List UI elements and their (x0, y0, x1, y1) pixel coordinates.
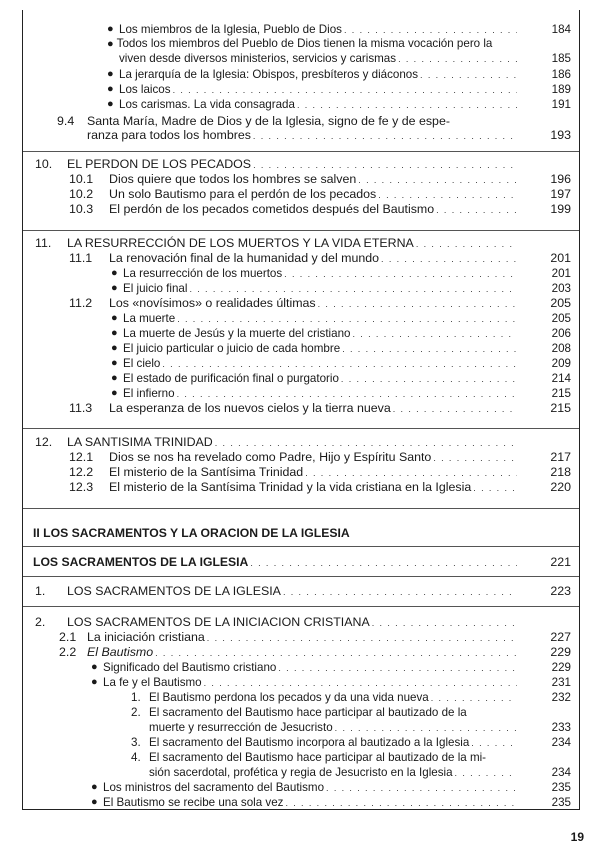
toc-entry-page: 201 (551, 267, 571, 280)
toc-entry-page: 233 (551, 721, 571, 734)
toc-subsection-title: El perdón de los pecados cometidos después del Bautismo (109, 202, 435, 216)
toc-subsection-number: 12.2 (69, 465, 94, 479)
toc-entry-continuation (23, 51, 579, 66)
toc-item-number: 2. (131, 706, 141, 719)
toc-entry (23, 266, 579, 281)
toc-subsection (23, 202, 579, 217)
toc-entry-page: 215 (551, 387, 571, 400)
toc-subsection (23, 645, 579, 660)
toc-chapter (23, 435, 579, 450)
bullet-icon: ● (111, 342, 118, 354)
toc-entry-page: 217 (550, 450, 571, 464)
toc-entry-title: Los laicos (119, 83, 171, 96)
toc-entry-title: El Bautismo perdona los pecados y da una vida nueva (149, 691, 429, 704)
toc-entry-title: Los ministros del sacramento del Bautismo (103, 781, 325, 794)
toc-entry-title: La jerarquía de la Iglesia: Obispos, presbíteros y diáconos (119, 68, 419, 81)
toc-entry-title: Significado del Bautismo cristiano (103, 661, 277, 674)
toc-subsection (23, 630, 579, 645)
toc-subsection (23, 172, 579, 187)
toc-subsection-number: 11.2 (69, 296, 93, 310)
toc-subsection-number: 9.4 (57, 114, 75, 128)
toc-chapter-number: 2. (35, 615, 46, 629)
toc-entry-title: El sacramento del Bautismo hace participar al bautizado de la (149, 706, 467, 719)
toc-entry-page: 227 (550, 630, 571, 644)
bullet-icon: ● (107, 98, 114, 110)
toc-entry (23, 326, 579, 341)
bullet-icon: ● (91, 781, 98, 793)
toc-entry-title: El juicio particular o juicio de cada hombre (123, 342, 341, 355)
toc-entry (23, 386, 579, 401)
toc-entry-title: El estado de purificación final o purgatorio (123, 372, 339, 385)
toc-subsection (23, 296, 579, 311)
toc-entry (23, 371, 579, 386)
toc-entry-title: El sacramento del Bautismo incorpora al bautizado a la Iglesia (149, 736, 470, 749)
bullet-icon: ● (111, 357, 118, 369)
toc-subsection (23, 187, 579, 202)
toc-subsection-title: Dios se nos ha revelado como Padre, Hijo y Espíritu Santo (109, 450, 432, 464)
toc-subsection-title: Los «novísimos» o realidades últimas (109, 296, 316, 310)
toc-subsection-number: 10.2 (69, 187, 94, 201)
toc-chapter-title: LOS SACRAMENTOS DE LA IGLESIA (67, 584, 281, 598)
toc-subsection-number: 10.3 (69, 202, 94, 216)
toc-entry-page: 203 (551, 282, 571, 295)
divider (23, 546, 579, 547)
toc-entry (23, 356, 579, 371)
toc-subsection-number: 10.1 (69, 172, 94, 186)
toc-chapter-title: LOS SACRAMENTOS DE LA INICIACION CRISTIANA (67, 615, 370, 629)
toc-entry (107, 37, 492, 51)
toc-entry (23, 82, 579, 97)
bullet-icon: ● (91, 796, 98, 808)
toc-entry-title: Todos los miembros del Pueblo de Dios tienen la misma vocación pero la (116, 37, 493, 50)
toc-entry-page: 223 (550, 584, 571, 598)
toc-entry-page: 197 (550, 187, 571, 201)
toc-entry-title: El cielo (123, 357, 161, 370)
toc-heading-title: LOS SACRAMENTOS DE LA IGLESIA (33, 555, 249, 569)
toc-item-number: 3. (131, 736, 141, 749)
toc-entry-page: 231 (551, 676, 571, 689)
toc-entry-page: 209 (551, 357, 571, 370)
toc-subsection-title: El misterio de la Santísima Trinidad (109, 465, 304, 479)
toc-chapter-number: 10. (35, 157, 53, 171)
toc-subsection-title: La renovación final de la humanidad y del mundo (109, 251, 380, 265)
toc-entry-title: El infierno (123, 387, 175, 400)
toc-entry-page: 235 (551, 781, 571, 794)
bullet-icon: ● (111, 327, 118, 339)
toc-entry-title: Los miembros de la Iglesia, Pueblo de Dios (119, 23, 342, 36)
toc-chapter-title: LA SANTISIMA TRINIDAD (67, 435, 213, 449)
toc-entry-continuation (23, 765, 579, 780)
toc-entry-title: La muerte (123, 312, 176, 325)
toc-subsection-continuation (23, 128, 579, 143)
toc-entry-page: 184 (551, 23, 571, 36)
toc-entry (23, 22, 579, 37)
toc-entry (23, 675, 579, 690)
toc-entry (23, 97, 579, 112)
toc-entry-page: 196 (550, 172, 571, 186)
bullet-icon: ● (111, 267, 118, 279)
toc-chapter (23, 584, 579, 599)
toc-subsection-title: Dios quiere que todos los hombres se salven (109, 172, 357, 186)
toc-entry-page: 186 (551, 68, 571, 81)
toc-entry-page: 185 (551, 52, 571, 65)
toc-chapter-number: 1. (35, 584, 46, 598)
toc-chapter-number: 12. (35, 435, 53, 449)
toc-entry-page: 229 (551, 661, 571, 674)
divider (23, 508, 579, 509)
toc-subsection (23, 251, 579, 266)
toc-entry-title-cont: muerte y resurrección de Jesucristo (149, 721, 333, 734)
bullet-icon: ● (107, 38, 114, 50)
toc-entry-page: 191 (551, 98, 571, 111)
toc-entry (23, 690, 579, 705)
toc-entry-page: 221 (550, 555, 571, 569)
toc-entry-page: 220 (550, 480, 571, 494)
toc-entry (23, 795, 579, 810)
toc-subsection (23, 450, 579, 465)
toc-chapter-title: EL PERDON DE LOS PECADOS (67, 157, 252, 171)
toc-entry-title: El sacramento del Bautismo hace participar al bautizado de la mi- (149, 751, 487, 764)
bullet-icon: ● (111, 387, 118, 399)
toc-entry-page: 234 (551, 736, 571, 749)
part-title: II LOS SACRAMENTOS Y LA ORACION DE LA IGLESIA (33, 526, 350, 540)
divider (23, 151, 579, 152)
toc-entry-page: 199 (550, 202, 571, 216)
bullet-icon: ● (107, 68, 114, 80)
toc-entry-page: 201 (550, 251, 571, 265)
divider (23, 576, 579, 577)
toc-subsection (57, 114, 74, 128)
toc-entry-page: 235 (551, 796, 571, 809)
toc-entry-page: 214 (551, 372, 571, 385)
toc-subsection-number: 11.1 (69, 251, 93, 265)
toc-subsection-number: 11.3 (69, 401, 93, 415)
toc-entry-page: 189 (551, 83, 571, 96)
toc-subsection (23, 480, 579, 495)
toc-entry-title: El juicio final (123, 282, 188, 295)
toc-entry-page: 229 (550, 645, 571, 659)
toc-entry-page: 215 (550, 401, 571, 415)
toc-subsection-title: Un solo Bautismo para el perdón de los pecados (109, 187, 377, 201)
toc-entry-page: 208 (551, 342, 571, 355)
toc-entry-page: 193 (550, 128, 571, 142)
toc-subsection-number: 12.1 (69, 450, 94, 464)
bullet-icon: ● (107, 23, 114, 35)
toc-chapter-title: LA RESURRECCIÓN DE LOS MUERTOS Y LA VIDA ETERNA (67, 236, 414, 250)
toc-entry-page: 232 (551, 691, 571, 704)
divider (23, 428, 579, 429)
bullet-icon: ● (111, 372, 118, 384)
toc-entry (23, 780, 579, 795)
toc-subsection-title: La esperanza de los nuevos cielos y la tierra nueva (109, 401, 391, 415)
toc-entry-title: La fe y el Bautismo (103, 676, 202, 689)
bullet-icon: ● (91, 661, 98, 673)
toc-subsection-number: 2.2 (59, 645, 77, 659)
toc-subsection-number: 2.1 (59, 630, 77, 644)
toc-chapter (23, 157, 579, 172)
toc-chapter (23, 236, 579, 251)
toc-entry-title: El Bautismo se recibe una sola vez (103, 796, 284, 809)
toc-entry (23, 311, 579, 326)
toc-item-number: 4. (131, 751, 141, 764)
toc-subsection (23, 465, 579, 480)
toc-chapter (23, 615, 579, 630)
toc-subsection (23, 401, 579, 416)
toc-chapter-number: 11. (35, 236, 52, 250)
toc-part-heading (23, 555, 579, 570)
toc-entry-page: 218 (550, 465, 571, 479)
toc-subsection-title: La iniciación cristiana (87, 630, 205, 644)
toc-entry-title: La muerte de Jesús y la muerte del cristiano (123, 327, 351, 340)
toc-entry-page: 206 (551, 327, 571, 340)
toc-entry-title-cont: viven desde diversos ministerios, servicios y carismas (119, 52, 397, 65)
bullet-icon: ● (111, 312, 118, 324)
toc-subsection-title-cont: ranza para todos los hombres (87, 128, 251, 142)
toc-entry-page: 205 (551, 312, 571, 325)
toc-entry (23, 735, 579, 750)
divider (23, 606, 579, 607)
divider (23, 230, 579, 231)
toc-entry-page: 205 (550, 296, 571, 310)
toc-item-number: 1. (131, 691, 141, 704)
toc-entry (23, 341, 579, 356)
toc-entry (23, 660, 579, 675)
toc-entry-continuation (23, 720, 579, 735)
toc-entry-title: La resurrección de los muertos (123, 267, 283, 280)
toc-entry (23, 67, 579, 82)
toc-entry (23, 281, 579, 296)
bullet-icon: ● (111, 282, 118, 294)
toc-subsection-title: El Bautismo (87, 645, 154, 659)
toc-entry-title: Los carismas. La vida consagrada (119, 98, 295, 111)
toc-entry-page: 234 (551, 766, 571, 779)
toc-entry-title-cont: sión sacerdotal, profética y regia de Jesucristo en la Iglesia (149, 766, 453, 779)
bullet-icon: ● (91, 676, 98, 688)
bullet-icon: ● (107, 83, 114, 95)
toc-subsection-number: 12.3 (69, 480, 94, 494)
page-number: 19 (570, 830, 584, 844)
toc-frame (22, 10, 580, 810)
toc-subsection-title: Santa María, Madre de Dios y de la Iglesia, signo de fe y de espe- (87, 114, 450, 128)
toc-subsection-title: El misterio de la Santísima Trinidad y la vida cristiana en la Iglesia (109, 480, 472, 494)
